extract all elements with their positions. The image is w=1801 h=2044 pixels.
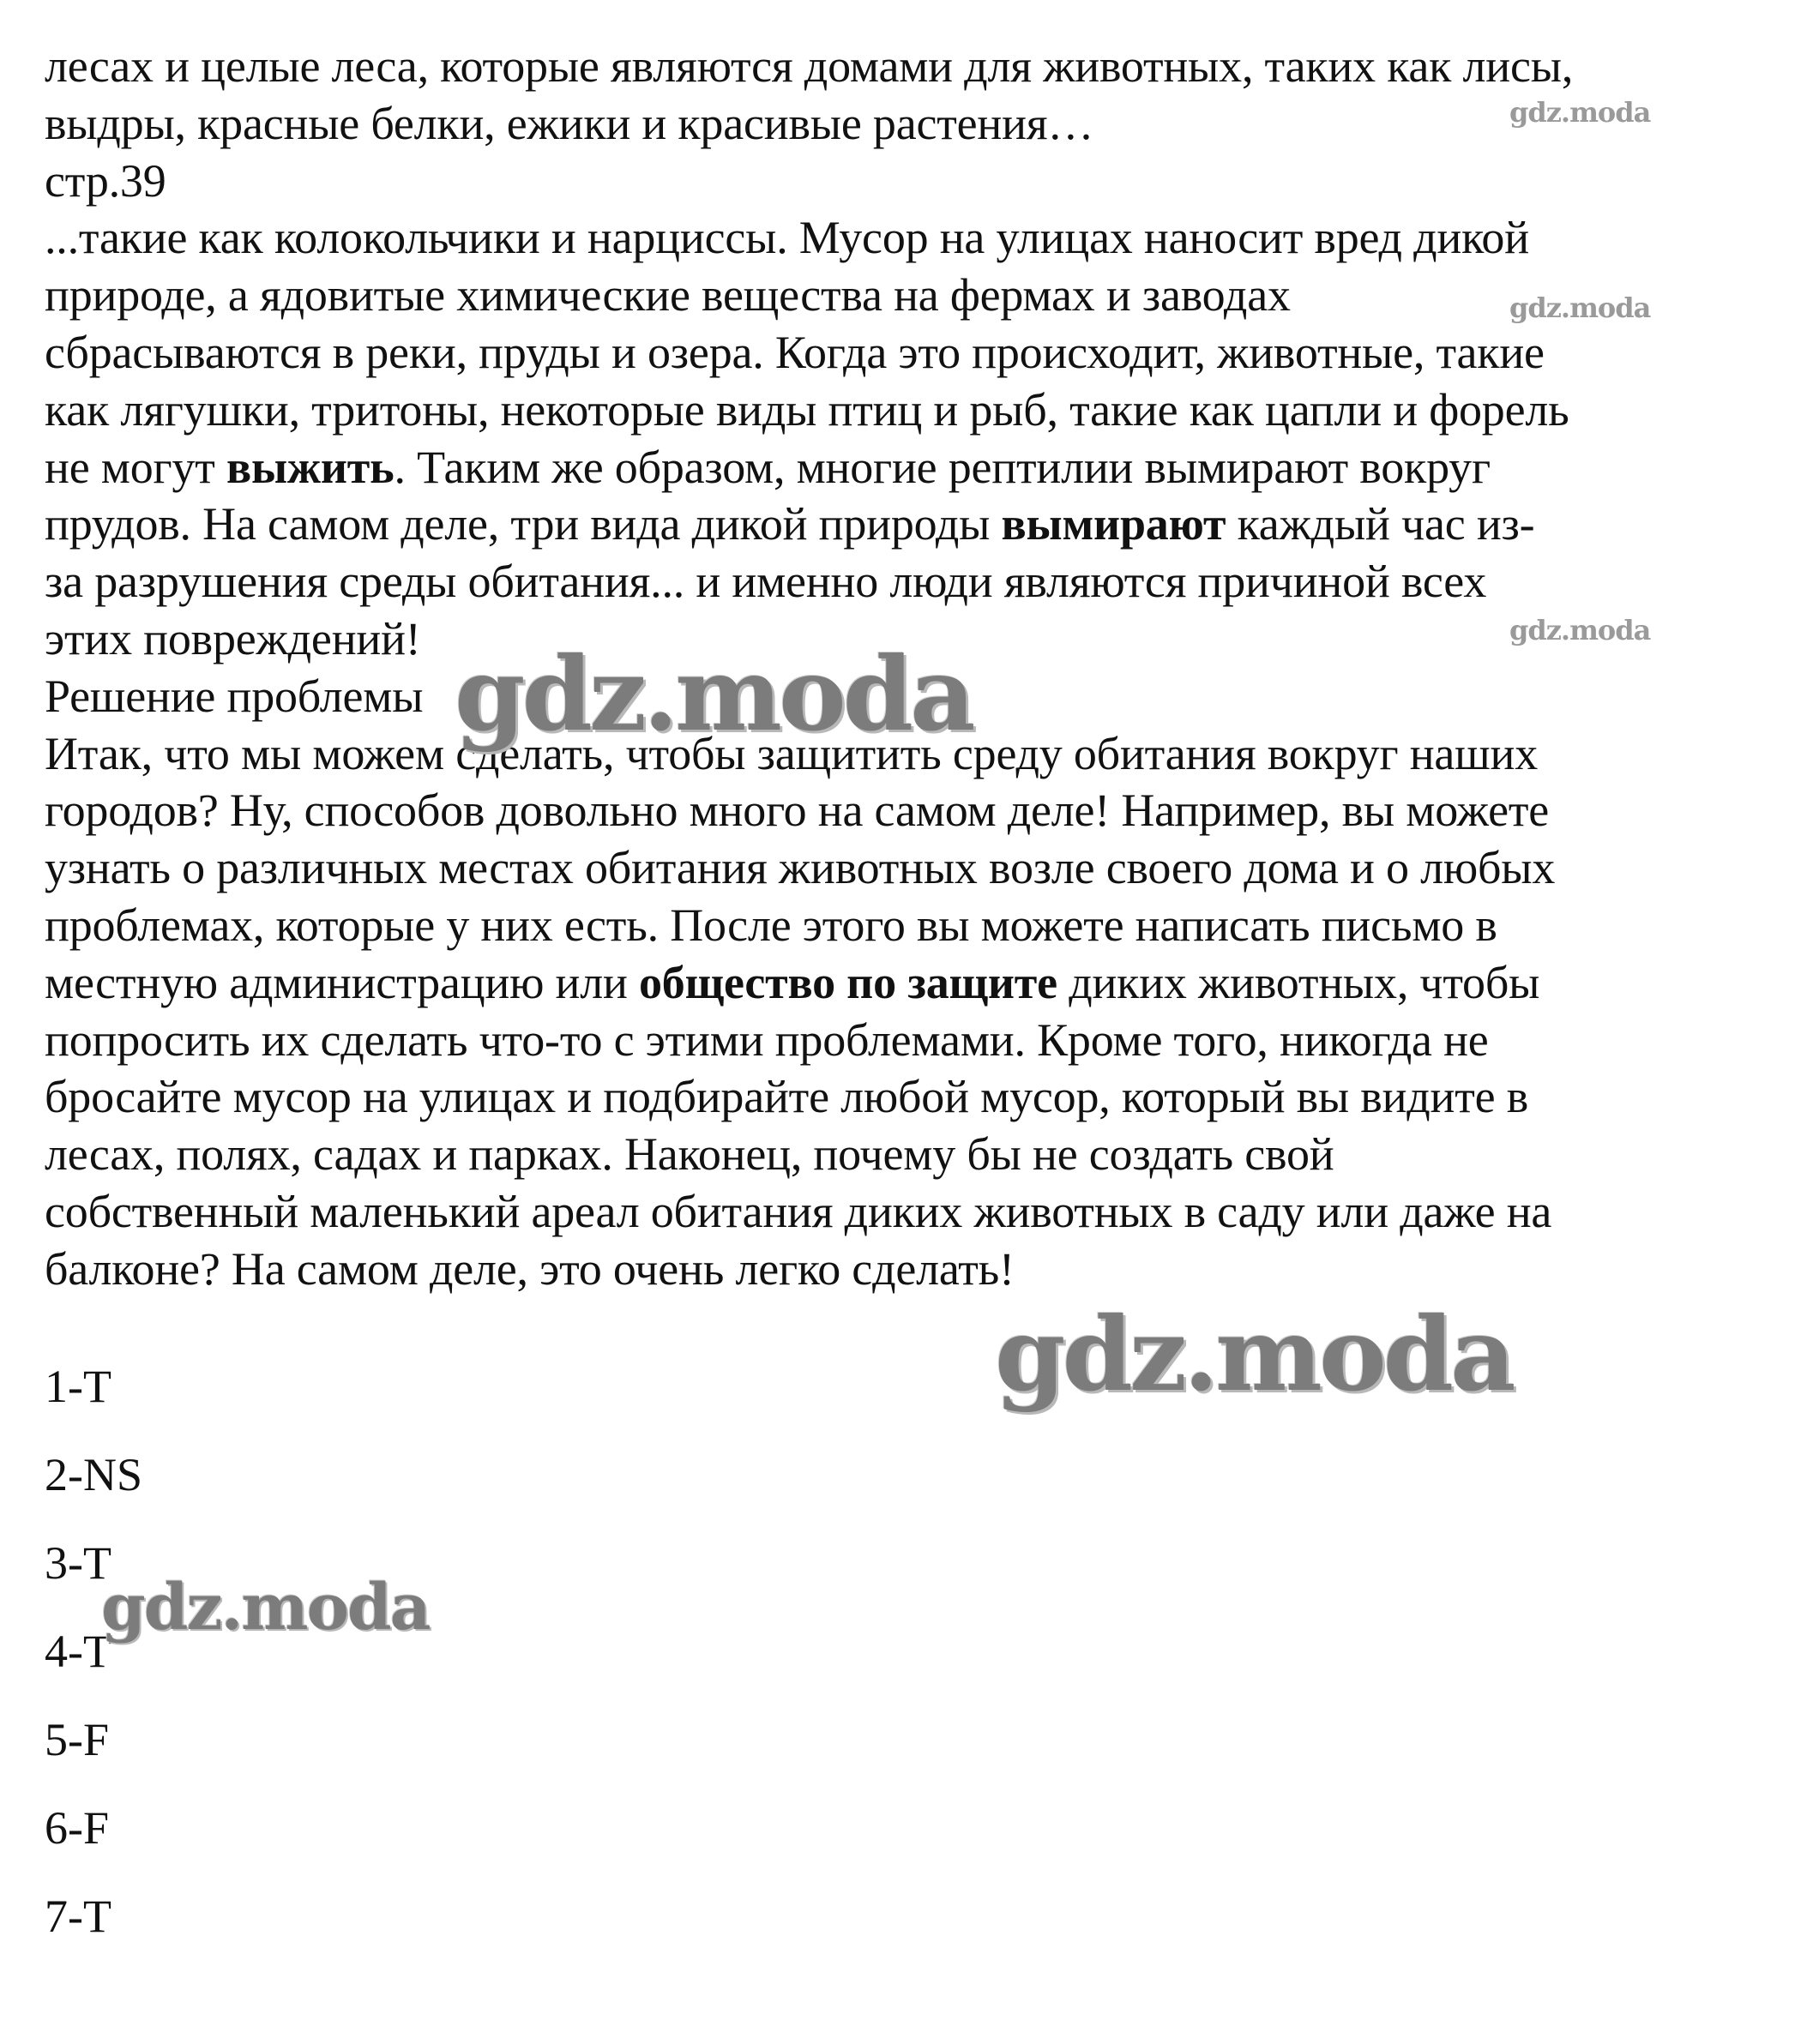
text-run: ...такие как колокольчики и нарциссы. Мусор на улицах наносит вред дикой	[45, 212, 1529, 264]
bold-term: вымирают	[1001, 498, 1226, 550]
watermark: gdz.moda	[455, 634, 973, 754]
text-run: Решение проблемы	[45, 670, 424, 722]
text-line	[45, 209, 1768, 267]
answer-item: 4-T	[45, 1626, 111, 1677]
watermark: gdz.moda	[1509, 614, 1651, 646]
text-run: как лягушки, тритоны, некоторые виды птиц и рыб, такие как цапли и форель	[45, 383, 1569, 436]
answer-list	[45, 1343, 142, 1961]
text-line	[45, 1068, 1768, 1126]
text-run: выдры, красные белки, ежики и красивые растения…	[45, 97, 1094, 149]
watermark: gdz.moda	[995, 1295, 1513, 1414]
text-line	[45, 782, 1768, 839]
text-run: . Таким же образом, многие рептилии вымирают вокруг	[394, 441, 1491, 493]
watermark: gdz.moda	[1509, 96, 1651, 129]
bold-term: общество по защите	[638, 956, 1057, 1008]
answer-item: 1-T	[45, 1361, 111, 1412]
text-line	[45, 1183, 1768, 1241]
text-run: лесах, полях, садах и парках. Наконец, почему бы не создать свой	[45, 1128, 1334, 1181]
text-run: Итак, что мы можем сделать, чтобы защитить среду обитания вокруг наших	[45, 727, 1539, 779]
text-run: бросайте мусор на улицах и подбирайте любой мусор, который вы видите в	[45, 1071, 1529, 1123]
answer-item: 2-NS	[45, 1449, 143, 1500]
text-run: не могут	[45, 441, 226, 493]
text-line	[45, 496, 1768, 553]
text-run: проблемах, которые у них есть. После этого вы можете написать письмо в	[45, 899, 1497, 951]
watermark: gdz.moda	[1509, 292, 1651, 324]
answer-item: 5-F	[45, 1714, 110, 1765]
text-line	[45, 38, 1768, 95]
text-run: городов? Ну, способов довольно много на самом деле! Например, вы можете	[45, 785, 1550, 837]
text-line	[45, 382, 1768, 439]
text-line	[45, 1241, 1768, 1298]
text-run: балконе? На самом деле, это очень легко сделать!	[45, 1242, 1015, 1295]
text-line	[45, 1126, 1768, 1183]
text-run: природе, а ядовитые химические вещества на фермах и заводах	[45, 269, 1291, 322]
bold-term: выжить	[226, 441, 395, 493]
text-run: собственный маленький ареал обитания диких животных в саду или даже на	[45, 1185, 1552, 1237]
text-run: за разрушения среды обитания... и именно люди являются причиной всех	[45, 556, 1487, 608]
text-line	[45, 897, 1768, 954]
text-line	[45, 439, 1768, 496]
text-run: диких животных, чтобы	[1057, 956, 1540, 1008]
text-run: сбрасываются в реки, пруды и озера. Когда это происходит, животные, такие	[45, 326, 1545, 378]
text-run: стр.39	[45, 154, 166, 207]
text-run: каждый час из-	[1226, 498, 1535, 550]
text-run: прудов. На самом деле, три вида дикой природы	[45, 498, 1002, 550]
answer-item: 7-T	[45, 1891, 111, 1942]
text-line	[45, 954, 1768, 1012]
text-line	[45, 1012, 1768, 1069]
text-run: лесах и целые леса, которые являются домами для животных, таких как лисы,	[45, 40, 1574, 92]
answer-item: 6-F	[45, 1802, 110, 1854]
watermark: gdz.moda	[101, 1571, 430, 1644]
text-line	[45, 839, 1768, 897]
answer-item: 3-T	[45, 1537, 111, 1589]
text-line	[45, 553, 1768, 610]
page-reference	[45, 153, 1768, 210]
text-run: местную администрацию или	[45, 956, 639, 1008]
text-run: узнать о различных местах обитания животных возле своего дома и о любых	[45, 842, 1556, 894]
text-run: этих повреждений!	[45, 612, 421, 664]
text-run: попросить их сделать что-то с этими проблемами. Кроме того, никогда не	[45, 1013, 1489, 1066]
text-line	[45, 324, 1768, 382]
